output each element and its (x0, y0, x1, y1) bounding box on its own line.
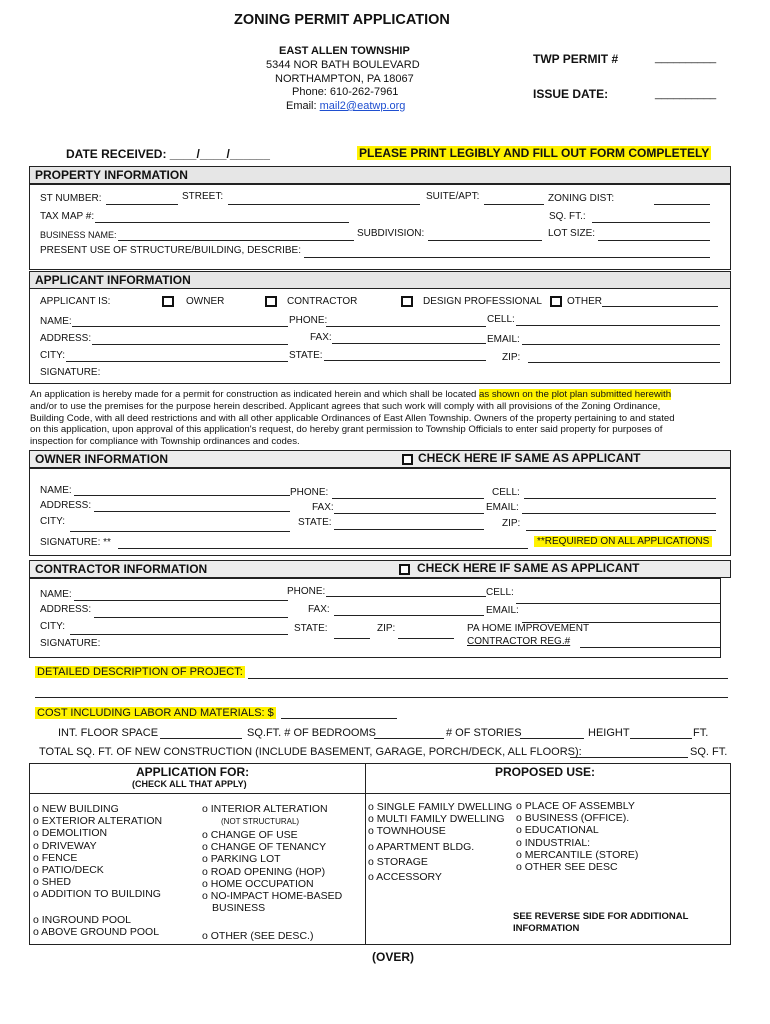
list-item[interactable]: o NO-IMPACT HOME-BASED (202, 890, 343, 903)
owner-same-checkbox[interactable] (402, 454, 413, 465)
owner-fax-label: FAX: (312, 502, 334, 513)
list-item[interactable]: o ROAD OPENING (HOP) (202, 865, 326, 878)
bedrooms-field[interactable] (374, 738, 444, 739)
list-item[interactable]: o ACCESSORY (368, 871, 442, 884)
present-use-field[interactable] (304, 257, 710, 258)
project-description-label: DETAILED DESCRIPTION OF PROJECT: (37, 666, 243, 678)
contractor-name-field[interactable] (74, 600, 288, 601)
contractor-phone-field[interactable] (326, 596, 486, 597)
applicant-zip-field[interactable] (528, 362, 720, 363)
street-field[interactable] (228, 204, 420, 205)
list-item[interactable]: o INDUSTRIAL: (516, 836, 591, 849)
owner-city-label: CITY: (40, 516, 66, 527)
lot-size-field[interactable] (598, 240, 710, 241)
twp-permit-label: TWP PERMIT # (533, 52, 619, 66)
project-description-field-2[interactable] (35, 697, 728, 698)
proposed-use-header: PROPOSED USE: (495, 765, 596, 779)
floor-space-label: INT. FLOOR SPACE (58, 727, 159, 739)
contractor-fax-field[interactable] (334, 615, 484, 616)
twp-permit-value[interactable]: __________ (655, 52, 717, 64)
list-item[interactable]: o ADDITION TO BUILDING (33, 888, 161, 901)
list-item[interactable]: o PLACE OF ASSEMBLY (516, 800, 635, 812)
owner-signature-field[interactable] (118, 548, 528, 549)
owner-email-field[interactable] (522, 513, 716, 514)
contractor-box (29, 578, 721, 658)
print-notice: PLEASE PRINT LEGIBLY AND FILL OUT FORM COMPLETELY (359, 146, 710, 160)
required-note: **REQUIRED ON ALL APPLICATIONS (534, 536, 712, 547)
issue-date-value[interactable]: __________ (655, 88, 717, 100)
contractor-same-checkbox[interactable] (399, 564, 410, 575)
applicant-cell-label: CELL: (487, 314, 515, 325)
contractor-state-field[interactable] (334, 638, 370, 639)
pool-list (33, 914, 159, 938)
owner-city-field[interactable] (70, 531, 290, 532)
proposed-use-list-2 (516, 800, 638, 873)
township-phone: Phone: 610-262-7961 (292, 86, 399, 98)
township-name: EAST ALLEN TOWNSHIP (279, 45, 410, 57)
contractor-city-label: CITY: (40, 621, 66, 632)
list-item[interactable]: o DEMOLITION (33, 827, 108, 840)
applicant-header: APPLICANT INFORMATION (29, 271, 731, 289)
contractor-cell-field[interactable] (516, 603, 720, 604)
applicant-address-label: ADDRESS: (40, 333, 92, 344)
contractor-reg-field[interactable] (580, 647, 720, 648)
applicant-email-label: EMAIL: (487, 334, 520, 345)
contractor-fax-label: FAX: (308, 604, 330, 615)
contractor-label: CONTRACTOR (287, 296, 358, 307)
owner-address-label: ADDRESS: (40, 500, 92, 511)
sqft-label: SQ. FT.: (549, 211, 586, 222)
applicant-fax-field[interactable] (332, 343, 486, 344)
suite-label: SUITE/APT: (426, 191, 480, 202)
contractor-zip-field[interactable] (398, 638, 454, 639)
list-item[interactable]: o STORAGE (368, 855, 428, 868)
project-description-field[interactable] (248, 678, 728, 679)
owner-fax-field[interactable] (334, 513, 484, 514)
list-item[interactable]: o NEW BUILDING (33, 803, 119, 815)
list-item[interactable]: o SINGLE FAMILY DWELLING (368, 801, 513, 813)
list-item[interactable]: o PARKING LOT (202, 853, 281, 866)
height-field[interactable] (630, 738, 692, 739)
owner-signature-label: SIGNATURE: ** (40, 537, 111, 548)
list-item[interactable]: o MULTI FAMILY DWELLING (368, 813, 505, 826)
design-professional-checkbox[interactable] (401, 296, 413, 307)
owner-header: OWNER INFORMATION (29, 450, 731, 468)
cost-label: COST INCLUDING LABOR AND MATERIALS: $ (37, 707, 274, 719)
contractor-checkbox[interactable] (265, 296, 277, 307)
design-professional-label: DESIGN PROFESSIONAL (423, 296, 542, 307)
application-for-list-2 (202, 829, 342, 914)
township-address1: 5344 NOR BATH BOULEVARD (266, 59, 420, 71)
total-sqft-label: TOTAL SQ. FT. OF NEW CONSTRUCTION (INCLUDE BASEMENT, GARAGE, PORCH/DECK, ALL FLOORS): (39, 746, 582, 758)
sqft-field[interactable] (592, 222, 710, 223)
owner-email-label: EMAIL: (486, 502, 519, 513)
st-number-label: ST NUMBER: (40, 193, 102, 204)
applicant-zip-label: ZIP: (502, 352, 521, 363)
stories-field[interactable] (520, 738, 584, 739)
bedrooms-label: SQ.FT. # OF BEDROOMS (247, 727, 376, 739)
contractor-signature-label: SIGNATURE: (40, 638, 101, 649)
street-label: STREET: (182, 191, 224, 202)
applicant-is-label: APPLICANT IS: (40, 296, 111, 307)
list-item[interactable]: o BUSINESS (OFFICE). (516, 812, 630, 825)
stories-label: # OF STORIES (446, 727, 522, 739)
owner-state-field[interactable] (334, 529, 484, 530)
not-structural-note: (NOT STRUCTURAL) (221, 817, 300, 826)
list-item[interactable]: o OTHER (SEE DESC.) (202, 930, 314, 942)
owner-zip-label: ZIP: (502, 518, 521, 529)
applicant-city-label: CITY: (40, 350, 66, 361)
list-item[interactable]: o APARTMENT BLDG. (368, 840, 475, 853)
applicant-phone-label: PHONE: (289, 315, 328, 326)
cost-field[interactable] (281, 718, 397, 719)
contractor-zip-label: ZIP: (377, 623, 396, 634)
page-title: ZONING PERMIT APPLICATION (234, 12, 450, 28)
list-item[interactable]: o CHANGE OF USE (202, 829, 298, 841)
proposed-use-list-1 (368, 801, 512, 883)
applicant-name-label: NAME: (40, 316, 72, 327)
height-label: HEIGHT (588, 727, 630, 739)
suite-field[interactable] (484, 204, 544, 205)
total-sqft-unit: SQ. FT. (690, 746, 728, 758)
contractor-same-label: CHECK HERE IF SAME AS APPLICANT (417, 561, 640, 575)
subdivision-field[interactable] (428, 240, 542, 241)
owner-phone-label: PHONE: (290, 487, 329, 498)
applicant-state-field[interactable] (324, 360, 486, 361)
applicant-fax-label: FAX: (310, 332, 332, 343)
other-checkbox[interactable] (550, 296, 562, 307)
owner-name-field[interactable] (74, 495, 290, 496)
table-header-rule (29, 793, 731, 794)
subdivision-label: SUBDIVISION: (357, 228, 425, 239)
applicant-box (29, 288, 731, 384)
contractor-address-field[interactable] (94, 617, 288, 618)
applicant-address-field[interactable] (92, 344, 288, 345)
contractor-state-label: STATE: (294, 623, 328, 634)
contractor-address-label: ADDRESS: (40, 604, 92, 615)
owner-name-label: NAME: (40, 485, 72, 496)
list-item[interactable]: o EDUCATIONAL (516, 824, 599, 837)
application-for-header: APPLICATION FOR: (136, 765, 250, 779)
owner-cell-label: CELL: (492, 487, 520, 498)
other-field[interactable] (602, 306, 718, 307)
contractor-name-label: NAME: (40, 589, 72, 600)
list-item[interactable]: o INGROUND POOL (33, 914, 132, 926)
owner-zip-field[interactable] (526, 530, 716, 531)
list-item[interactable]: o HOME OCCUPATION (202, 877, 314, 890)
list-item[interactable]: o MERCANTILE (STORE) (516, 848, 639, 861)
business-label: BUSINESS NAME: (40, 230, 117, 240)
list-item[interactable]: o SHED (33, 876, 71, 889)
floor-space-field[interactable] (160, 738, 242, 739)
declaration-text: An application is hereby made for a permit for construction as indicated herein and which shall be located as shown on the plot plan submitted herewith and/or to use the premises for the purpose herein described. Applicant agrees that such work will comply with all provisions of the Zoning Ordinance, Building Code, with all deed restrictions and with all other applicable Ordinances of East Allen Township. Owners of the property pertaining to and stated on this application, upon approval of this application's request, do hereby grant permission to Township Officials to enter said property for purposes of inspection for compliance with Township ordinances and codes. (30, 389, 675, 448)
list-item[interactable]: o EXTERIOR ALTERATION (33, 815, 163, 828)
list-item[interactable]: o INTERIOR ALTERATION (202, 803, 328, 815)
applicant-city-field[interactable] (66, 361, 288, 362)
property-header: PROPERTY INFORMATION (29, 166, 731, 184)
business-field[interactable] (118, 240, 354, 241)
township-email: Email: mail2@eatwp.org (286, 100, 406, 112)
list-item[interactable]: o CHANGE OF TENANCY (202, 841, 327, 854)
height-unit: FT. (693, 727, 709, 739)
reverse-note-1: SEE REVERSE SIDE FOR ADDITIONAL (513, 911, 689, 922)
contractor-email-label: EMAIL: (486, 605, 519, 616)
owner-same-label: CHECK HERE IF SAME AS APPLICANT (418, 451, 641, 465)
tax-map-field[interactable] (95, 222, 349, 223)
owner-checkbox[interactable] (162, 296, 174, 307)
zoning-label: ZONING DIST: (548, 193, 615, 204)
lot-size-label: LOT SIZE: (548, 228, 596, 239)
list-item[interactable]: o OTHER SEE DESC (516, 861, 618, 874)
contractor-cell-label: CELL: (486, 587, 514, 598)
zoning-field[interactable] (654, 204, 710, 205)
contractor-phone-label: PHONE: (287, 586, 326, 597)
applicant-cell-field[interactable] (516, 325, 720, 326)
list-item[interactable]: o DRIVEWAY (33, 839, 97, 852)
owner-label: OWNER (186, 296, 225, 307)
contractor-city-field[interactable] (70, 634, 288, 635)
owner-state-label: STATE: (298, 517, 332, 528)
tax-map-label: TAX MAP #: (40, 211, 95, 222)
over-label: (OVER) (372, 950, 414, 964)
st-number-field[interactable] (106, 204, 178, 205)
list-item[interactable]: o ABOVE GROUND POOL (33, 926, 160, 939)
date-received[interactable]: DATE RECEIVED: ____/____/______ (66, 147, 270, 161)
owner-phone-field[interactable] (332, 498, 484, 499)
applicant-signature-label: SIGNATURE: (40, 367, 101, 378)
application-for-sub: (CHECK ALL THAT APPLY) (132, 779, 247, 789)
owner-cell-field[interactable] (524, 498, 716, 499)
applicant-email-field[interactable] (522, 344, 720, 345)
application-for-list-1 (33, 803, 162, 901)
applicant-phone-field[interactable] (326, 326, 486, 327)
township-address2: NORTHAMPTON, PA 18067 (275, 73, 414, 85)
table-divider (365, 763, 366, 945)
owner-address-field[interactable] (94, 511, 290, 512)
contractor-header: CONTRACTOR INFORMATION (29, 560, 731, 578)
list-item: BUSINESS (212, 902, 266, 915)
issue-date-label: ISSUE DATE: (533, 87, 609, 101)
applicant-state-label: STATE: (289, 350, 323, 361)
present-use-label: PRESENT USE OF STRUCTURE/BUILDING, DESCRIBE: (40, 245, 301, 256)
total-sqft-field[interactable] (570, 757, 688, 758)
other-label: OTHER (567, 296, 602, 307)
reverse-note-2: INFORMATION (513, 923, 580, 934)
pa-home-improvement: PA HOME IMPROVEMENT (467, 623, 590, 634)
list-item[interactable]: o TOWNHOUSE (368, 825, 446, 838)
applicant-name-field[interactable] (72, 326, 288, 327)
list-item[interactable]: o PATIO/DECK (33, 864, 104, 877)
contractor-reg-label: CONTRACTOR REG.# (467, 636, 571, 647)
email-link[interactable]: mail2@eatwp.org (319, 100, 406, 112)
list-item[interactable]: o FENCE (33, 851, 78, 864)
